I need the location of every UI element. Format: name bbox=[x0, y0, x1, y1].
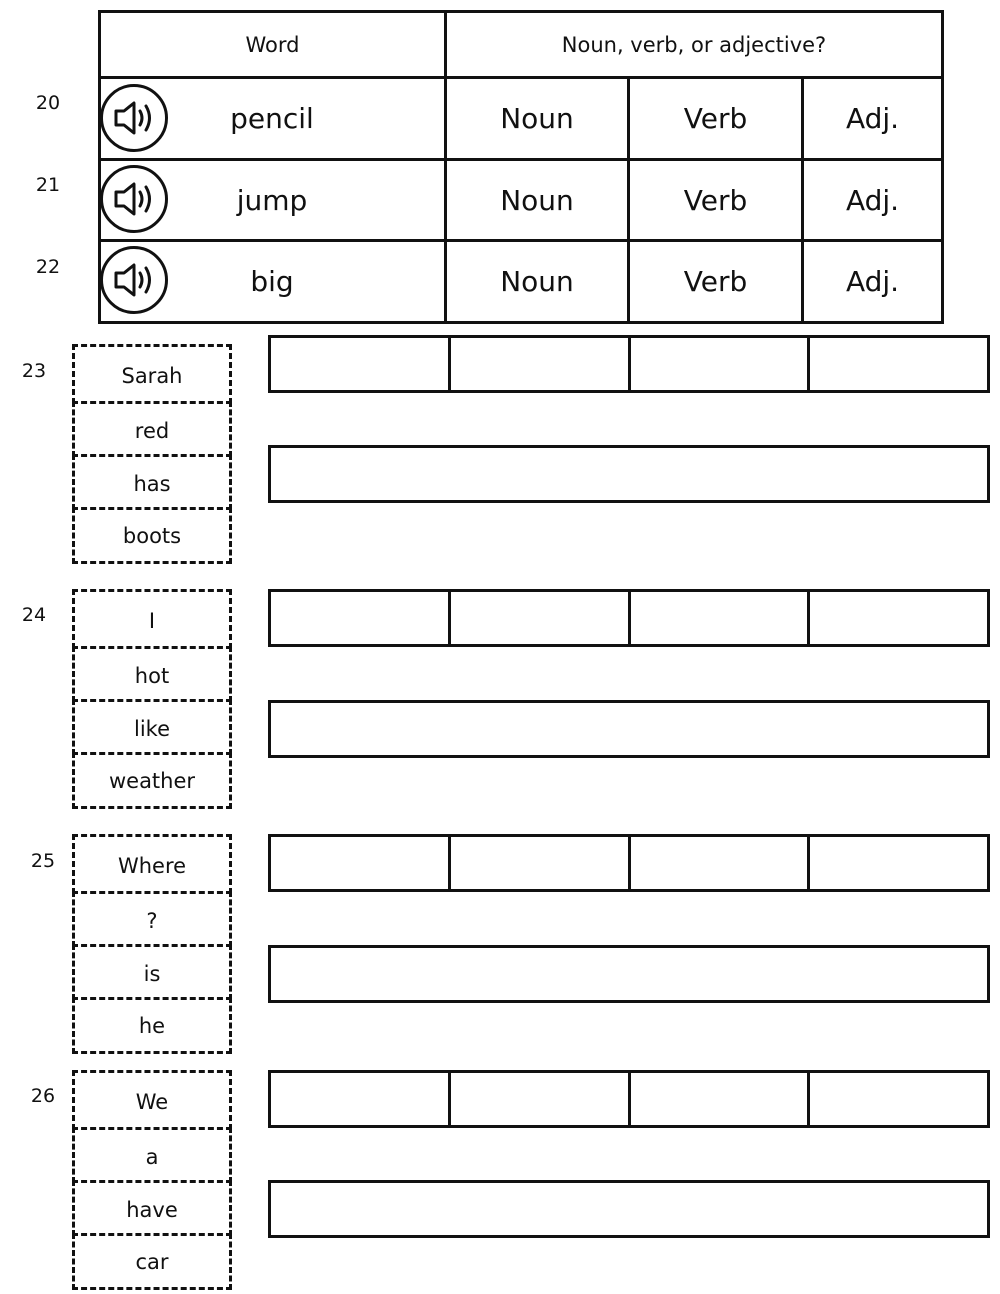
word-cell: pencil bbox=[230, 102, 314, 135]
drop-slot[interactable] bbox=[631, 592, 811, 644]
word-order-slots bbox=[268, 335, 990, 393]
word-tile[interactable]: ? bbox=[72, 891, 232, 947]
word-tile[interactable]: weather bbox=[72, 752, 232, 809]
choice-noun[interactable]: Noun bbox=[500, 102, 574, 135]
drop-slot[interactable] bbox=[631, 1073, 811, 1125]
header-choice: Noun, verb, or adjective? bbox=[561, 32, 827, 57]
sentence-answer-box[interactable] bbox=[268, 445, 990, 503]
word-tile-stack bbox=[72, 344, 232, 564]
word-tile[interactable]: is bbox=[72, 944, 232, 1000]
question-number: 21 bbox=[35, 174, 61, 196]
word-tile-stack bbox=[72, 834, 232, 1054]
word-tile[interactable]: has bbox=[72, 454, 232, 510]
question-number: 24 bbox=[21, 604, 47, 626]
drop-slot[interactable] bbox=[451, 837, 631, 889]
word-tile-stack bbox=[72, 1070, 232, 1290]
word-cell: jump bbox=[236, 183, 308, 217]
drop-slot[interactable] bbox=[271, 1073, 451, 1125]
choice-verb[interactable]: Verb bbox=[683, 265, 748, 298]
word-tile-stack bbox=[72, 589, 232, 809]
word-order-slots bbox=[268, 1070, 990, 1128]
question-number: 26 bbox=[30, 1085, 56, 1107]
word-tile[interactable]: I bbox=[72, 589, 232, 649]
question-number: 20 bbox=[35, 92, 61, 114]
word-tile[interactable]: hot bbox=[72, 646, 232, 702]
sentence-answer-box[interactable] bbox=[268, 1180, 990, 1238]
word-tile[interactable]: a bbox=[72, 1127, 232, 1183]
word-cell: big bbox=[250, 265, 294, 298]
word-tile[interactable]: Where bbox=[72, 834, 232, 894]
choice-verb[interactable]: Verb bbox=[683, 183, 748, 217]
word-tile[interactable]: We bbox=[72, 1070, 232, 1130]
sentence-answer-box[interactable] bbox=[268, 945, 990, 1003]
drop-slot[interactable] bbox=[271, 837, 451, 889]
drop-slot[interactable] bbox=[810, 1073, 987, 1125]
drop-slot[interactable] bbox=[451, 592, 631, 644]
word-tile[interactable]: boots bbox=[72, 507, 232, 564]
choice-adj[interactable]: Adj. bbox=[845, 102, 900, 135]
speaker-icon bbox=[112, 260, 156, 300]
word-tile[interactable]: he bbox=[72, 997, 232, 1054]
header-word: Word bbox=[245, 32, 300, 57]
word-tile[interactable]: have bbox=[72, 1180, 232, 1236]
drop-slot[interactable] bbox=[451, 1073, 631, 1125]
speaker-icon bbox=[112, 98, 156, 138]
question-number: 22 bbox=[35, 256, 61, 278]
word-order-slots bbox=[268, 834, 990, 892]
sentence-answer-box[interactable] bbox=[268, 700, 990, 758]
word-order-slots bbox=[268, 589, 990, 647]
word-tile[interactable]: like bbox=[72, 699, 232, 755]
drop-slot[interactable] bbox=[271, 592, 451, 644]
drop-slot[interactable] bbox=[810, 837, 987, 889]
speaker-button[interactable] bbox=[100, 165, 168, 233]
word-tile[interactable]: Sarah bbox=[72, 344, 232, 404]
drop-slot[interactable] bbox=[271, 338, 451, 390]
question-number: 25 bbox=[30, 850, 56, 872]
drop-slot[interactable] bbox=[631, 837, 811, 889]
question-number: 23 bbox=[21, 360, 47, 382]
choice-verb[interactable]: Verb bbox=[683, 102, 748, 135]
choice-noun[interactable]: Noun bbox=[500, 183, 574, 217]
drop-slot[interactable] bbox=[631, 338, 811, 390]
speaker-icon bbox=[112, 179, 156, 219]
drop-slot[interactable] bbox=[810, 592, 987, 644]
speaker-button[interactable] bbox=[100, 84, 168, 152]
word-tile[interactable]: red bbox=[72, 401, 232, 457]
word-type-table bbox=[0, 0, 1000, 325]
drop-slot[interactable] bbox=[451, 338, 631, 390]
word-tile[interactable]: car bbox=[72, 1233, 232, 1290]
choice-noun[interactable]: Noun bbox=[500, 265, 574, 298]
choice-adj[interactable]: Adj. bbox=[845, 183, 900, 217]
drop-slot[interactable] bbox=[810, 338, 987, 390]
choice-adj[interactable]: Adj. bbox=[845, 265, 900, 298]
speaker-button[interactable] bbox=[100, 246, 168, 314]
